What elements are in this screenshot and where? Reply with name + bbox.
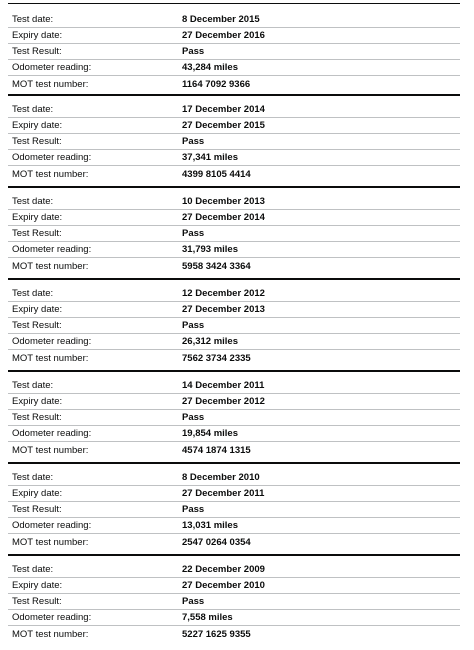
test-result-value: Pass [182,412,205,423]
odometer-value: 37,341 miles [182,152,238,163]
expiry-date-row [8,28,460,44]
test-result-label: Test Result: [12,412,62,423]
test-number-row [8,534,460,550]
odometer-label: Odometer reading: [12,612,92,623]
odometer-value: 13,031 miles [182,520,238,531]
test-date-value: 22 December 2009 [182,564,265,575]
test-result-value: Pass [182,228,205,239]
mot-record [8,556,460,648]
test-number-value: 4399 8105 4414 [182,168,251,180]
test-number-label: MOT test number: [12,628,89,640]
test-number-row [8,442,460,458]
mot-record [8,372,460,464]
odometer-row [8,518,460,534]
odometer-row [8,150,460,166]
test-date-value: 17 December 2014 [182,104,265,115]
expiry-date-label: Expiry date: [12,120,63,131]
expiry-date-value: 27 December 2010 [182,580,265,591]
expiry-date-label: Expiry date: [12,304,63,315]
test-number-row [8,258,460,274]
test-result-row [8,134,460,150]
test-number-row [8,626,460,642]
odometer-value: 19,854 miles [182,428,238,439]
test-date-value: 14 December 2011 [182,380,265,391]
test-date-row [8,378,460,394]
odometer-row [8,426,460,442]
mot-record [8,464,460,556]
odometer-label: Odometer reading: [12,244,92,255]
test-date-label: Test date: [12,472,54,483]
odometer-label: Odometer reading: [12,336,92,347]
test-result-row [8,226,460,242]
test-date-label: Test date: [12,196,54,207]
test-number-label: MOT test number: [12,260,89,272]
odometer-label: Odometer reading: [12,428,92,439]
test-date-value: 12 December 2012 [182,288,265,299]
expiry-date-row [8,394,460,410]
test-date-row [8,562,460,578]
test-result-value: Pass [182,320,205,331]
expiry-date-row [8,578,460,594]
test-number-row [8,76,460,92]
expiry-date-label: Expiry date: [12,396,63,407]
test-date-row [8,194,460,210]
test-number-label: MOT test number: [12,352,89,364]
expiry-date-label: Expiry date: [12,30,63,41]
mot-record [8,4,460,96]
test-number-value: 5958 3424 3364 [182,260,251,272]
odometer-value: 43,284 miles [182,62,238,73]
test-date-row [8,470,460,486]
odometer-value: 7,558 miles [182,612,233,623]
test-number-row [8,350,460,366]
test-number-label: MOT test number: [12,168,89,180]
expiry-date-row [8,486,460,502]
test-result-label: Test Result: [12,46,62,57]
odometer-value: 31,793 miles [182,244,238,255]
expiry-date-label: Expiry date: [12,580,63,591]
test-date-label: Test date: [12,14,54,25]
test-date-label: Test date: [12,104,54,115]
test-number-value: 2547 0264 0354 [182,536,251,548]
mot-history-list [8,4,460,648]
test-date-value: 8 December 2010 [182,472,260,483]
test-result-label: Test Result: [12,504,62,515]
test-number-value: 4574 1874 1315 [182,444,251,456]
test-date-value: 10 December 2013 [182,196,265,207]
test-number-label: MOT test number: [12,444,89,456]
odometer-label: Odometer reading: [12,520,92,531]
odometer-row [8,60,460,76]
test-date-label: Test date: [12,564,54,575]
test-date-row [8,102,460,118]
test-result-value: Pass [182,136,205,147]
expiry-date-value: 27 December 2014 [182,212,265,223]
expiry-date-value: 27 December 2012 [182,396,265,407]
test-number-value: 1164 7092 9366 [182,78,251,90]
test-date-value: 8 December 2015 [182,14,260,25]
test-result-row [8,410,460,426]
test-result-value: Pass [182,504,205,515]
test-number-value: 7562 3734 2335 [182,352,251,364]
test-date-row [8,12,460,28]
test-result-label: Test Result: [12,596,62,607]
test-number-row [8,166,460,182]
test-result-label: Test Result: [12,228,62,239]
mot-record [8,188,460,280]
mot-record [8,96,460,188]
expiry-date-row [8,118,460,134]
expiry-date-value: 27 December 2016 [182,30,265,41]
test-result-value: Pass [182,46,205,57]
test-number-value: 5227 1625 9355 [182,628,251,640]
test-result-label: Test Result: [12,136,62,147]
test-result-row [8,44,460,60]
test-result-row [8,318,460,334]
odometer-label: Odometer reading: [12,152,92,163]
test-date-row [8,286,460,302]
expiry-date-value: 27 December 2011 [182,488,265,499]
test-number-label: MOT test number: [12,78,89,90]
test-date-label: Test date: [12,288,54,299]
expiry-date-label: Expiry date: [12,212,63,223]
odometer-label: Odometer reading: [12,62,92,73]
expiry-date-value: 27 December 2015 [182,120,265,131]
test-result-row [8,594,460,610]
expiry-date-row [8,210,460,226]
test-result-row [8,502,460,518]
odometer-row [8,610,460,626]
odometer-row [8,242,460,258]
expiry-date-row [8,302,460,318]
expiry-date-label: Expiry date: [12,488,63,499]
expiry-date-value: 27 December 2013 [182,304,265,315]
mot-record [8,280,460,372]
odometer-row [8,334,460,350]
test-result-label: Test Result: [12,320,62,331]
test-result-value: Pass [182,596,205,607]
test-number-label: MOT test number: [12,536,89,548]
odometer-value: 26,312 miles [182,336,238,347]
test-date-label: Test date: [12,380,54,391]
